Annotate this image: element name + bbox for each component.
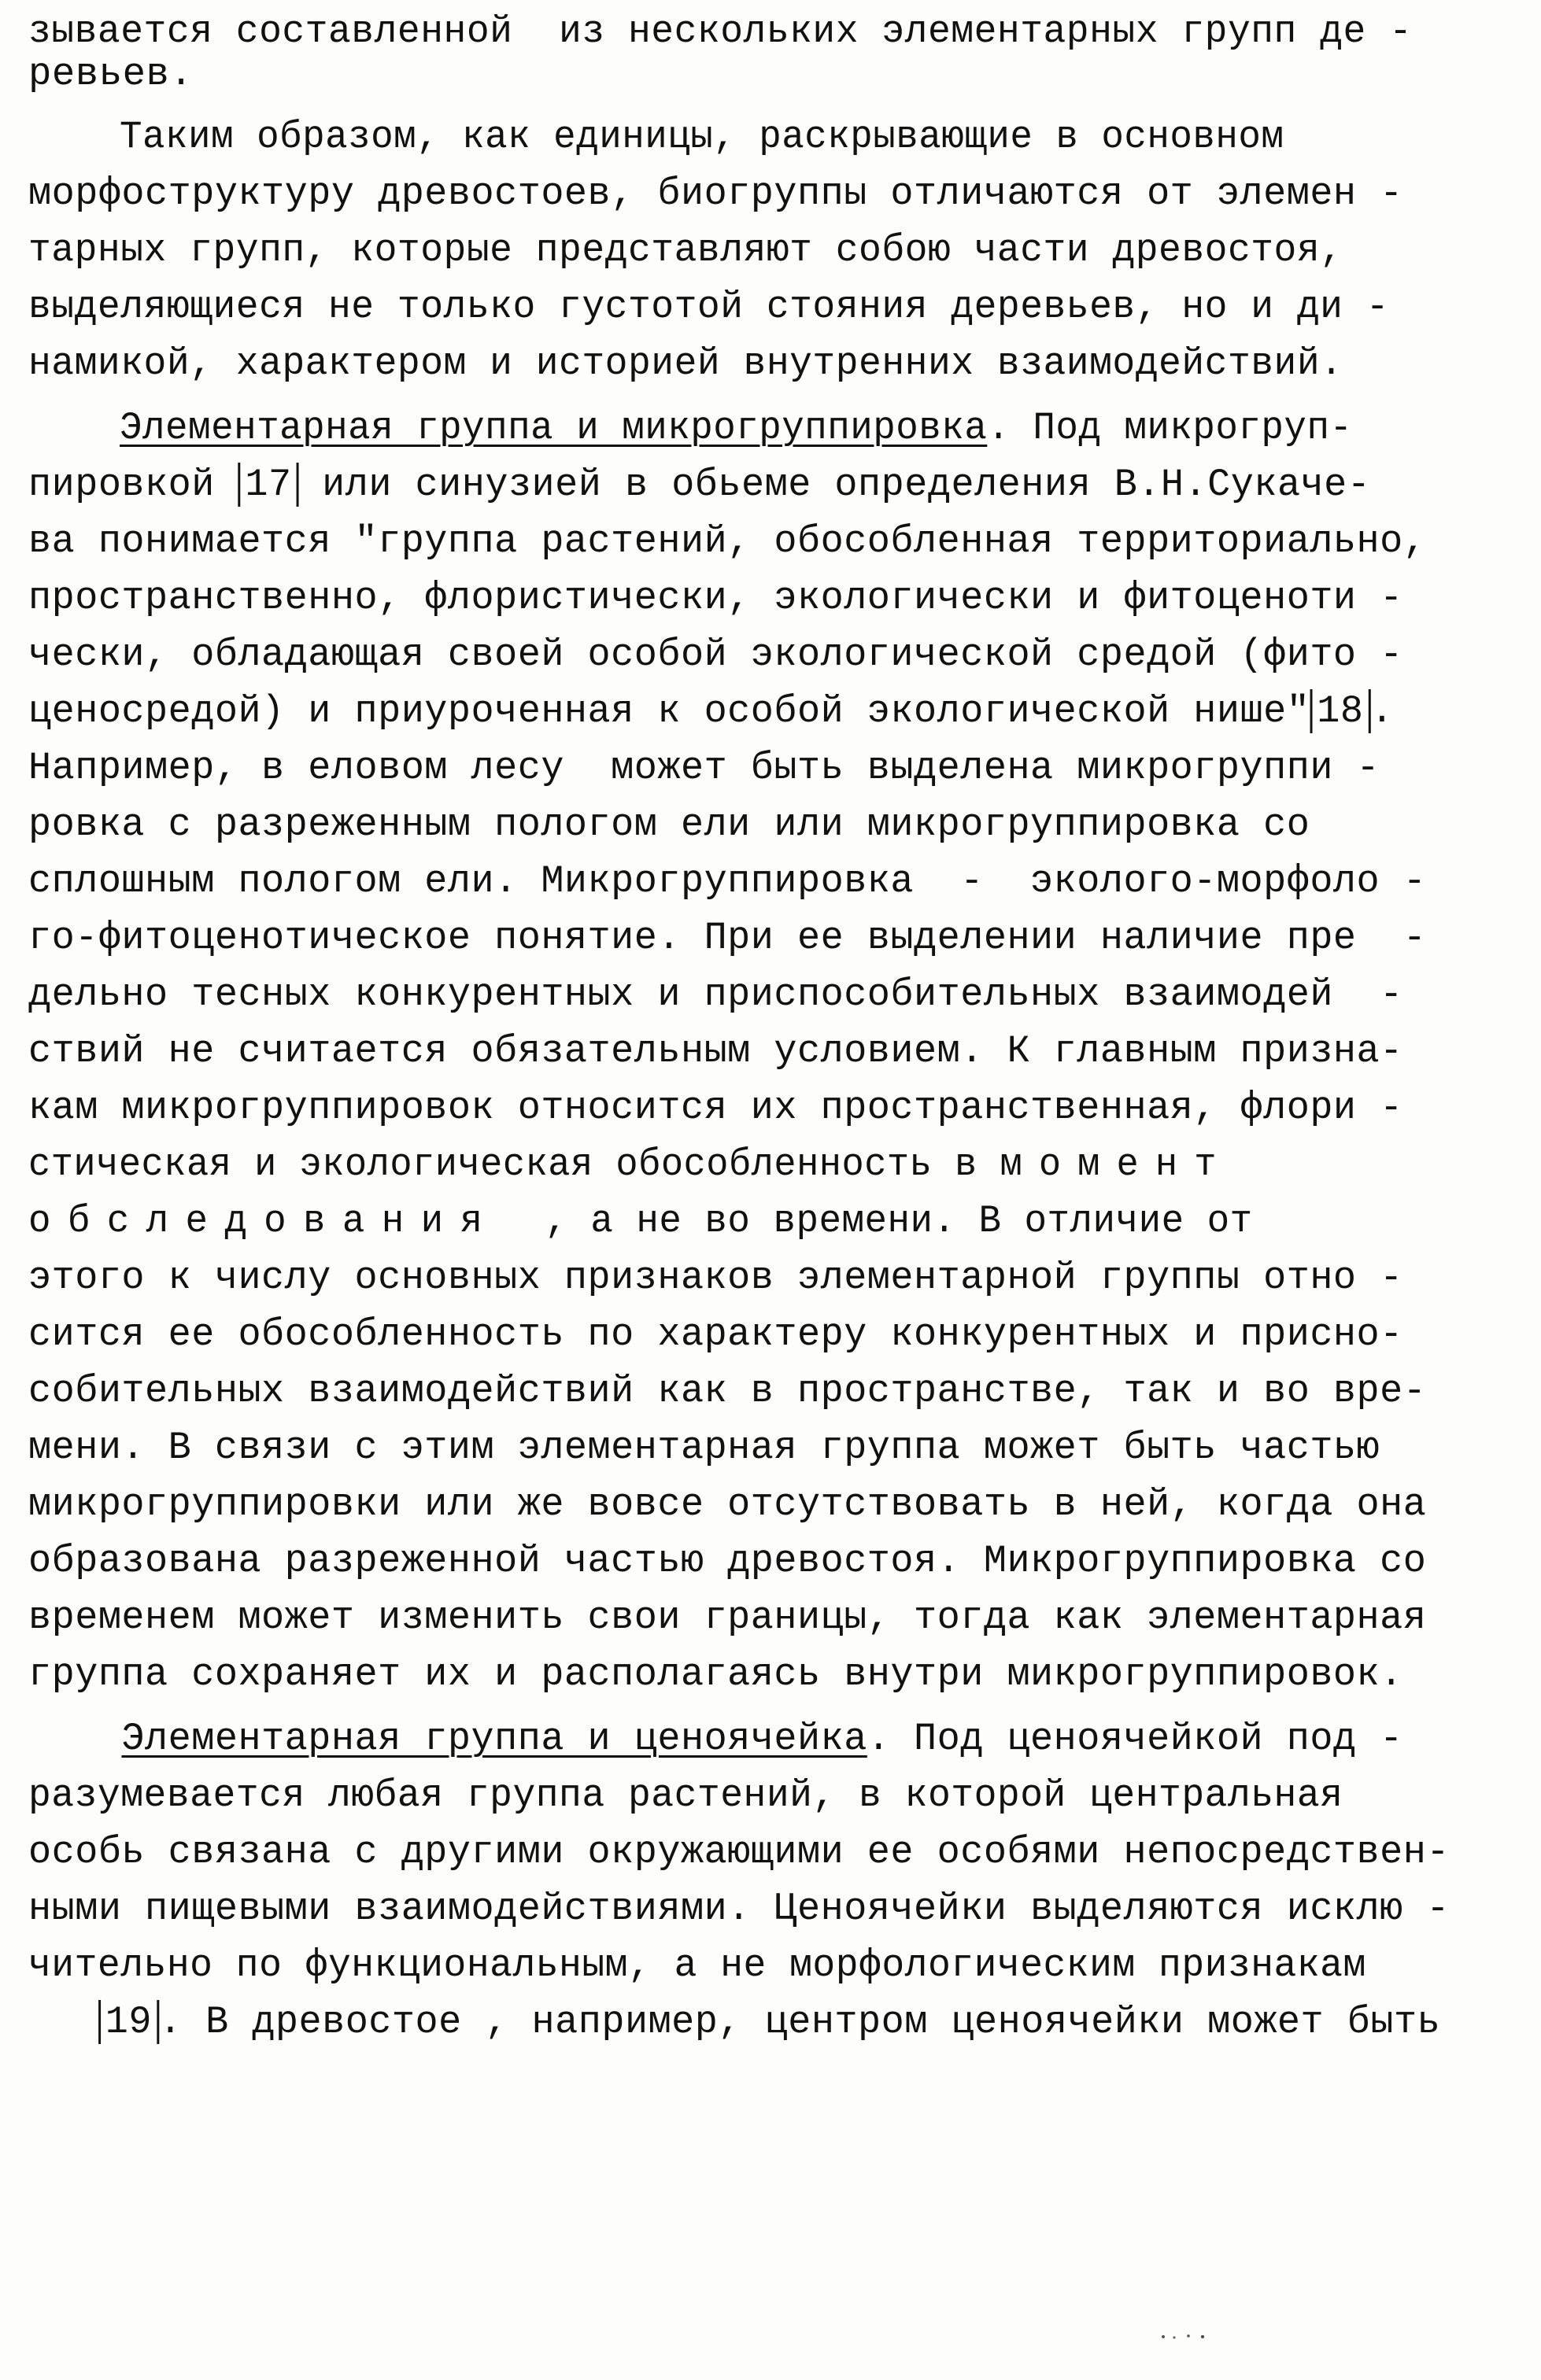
text-line: ными пищевыми взаимодействиями. Ценоячейки выделяются исклю - [28,1887,1450,1931]
text-line: сится ее обособленность по характеру конкурентных и присно- [28,1312,1403,1356]
scan-speck-marks [1157,2329,1228,2345]
spaced-emphasis-moment: момент [1000,1142,1233,1186]
text-line: морфоструктуру древостоев, биогруппы отличаются от элемен - [28,172,1403,216]
text-line: чески, обладающая своей особой экологической средой (фито - [28,633,1403,677]
text-line: ревьев. [28,52,194,96]
text-line: 19 . В древостое , например, центром ценоячейки может быть [28,1994,1501,2050]
text-line: временем может изменить свои границы, тогда как элементарная [28,1596,1427,1640]
text-line: Например, в еловом лесу может быть выделена микрогруппи - [28,746,1380,790]
text-line: обследования , а не во времени. В отличие от [28,1199,1253,1243]
text-line: намикой, характером и историей внутренних взаимодействий. [28,341,1343,386]
text-line: выделяющиеся не только густотой стояния деревьев, но и ди - [28,285,1390,329]
text-line: этого к числу основных признаков элементарной группы отно - [28,1256,1403,1300]
text-line: стическая и экологическая обособленность в момент [28,1142,1233,1186]
text-line: дельно тесных конкурентных и приспособительных взаимодей - [28,972,1403,1017]
spaced-emphasis-obsledovaniya: обследования [28,1199,500,1243]
citation-ref-17: 17 [238,463,298,507]
text-line: ценосредой) и приуроченная к особой экологической нише" 18 . [28,689,1394,733]
section-heading-microgrouping: Элементарная группа и микрогруппировка [120,406,988,450]
text-line: зывается составленной из нескольких элементарных групп де - [28,9,1413,54]
section-heading-cenocell: Элементарная группа и ценоячейка [121,1717,867,1761]
text-line: ровка с разреженным пологом ели или микрогруппировка со [28,803,1310,847]
text-line: микрогруппировки или же вовсе отсутствовать в ней, когда она [28,1482,1427,1526]
text-line: пировкой 17 или синузией в обьеме определения В.Н.Сукаче- [28,463,1371,507]
text-line: разумевается любая группа растений, в которой центральная [28,1773,1343,1817]
text-line: образована разреженной частью древостоя. Микрогруппировка со [28,1539,1427,1583]
text-line: го-фитоценотическое понятие. При ее выделении наличие пре - [28,916,1427,960]
text-line: группа сохраняет их и располагаясь внутри микрогруппировок. [28,1652,1403,1696]
text-line: тарных групп, которые представляют собою части древостоя, [28,228,1343,272]
citation-ref-19: 19 [98,2000,159,2044]
text-line: сплошным пологом ели. Микрогруппировка - эколого-морфоло - [28,859,1427,903]
text-line: кам микрогруппировок относится их пространственная, флори - [28,1086,1403,1130]
citation-ref-18: 18 [1310,689,1370,733]
text-line: Элементарная группа и микрогруппировка. Под микрогруп- [120,406,1353,450]
text-line: ствий не считается обязательным условием. К главным призна- [28,1029,1403,1073]
text-line: собительных взаимодействий как в пространстве, так и во вре- [28,1369,1427,1413]
text-line: особь связана с другими окружающими ее особями непосредствен- [28,1830,1450,1874]
text-line: Таким образом, как единицы, раскрывающие в основном [28,115,1284,159]
text-line: чительно по функциональным, а не морфологическим признакам [28,1943,1366,1987]
text-line: Элементарная группа и ценоячейка. Под ценоячейкой под - [121,1717,1403,1761]
text-line: пространственно, флористически, экологически и фитоценоти - [28,576,1403,620]
text-line: ва понимается "группа растений, обособленная территориально, [28,519,1427,563]
text-line: мени. В связи с этим элементарная группа может быть частью [28,1426,1380,1470]
